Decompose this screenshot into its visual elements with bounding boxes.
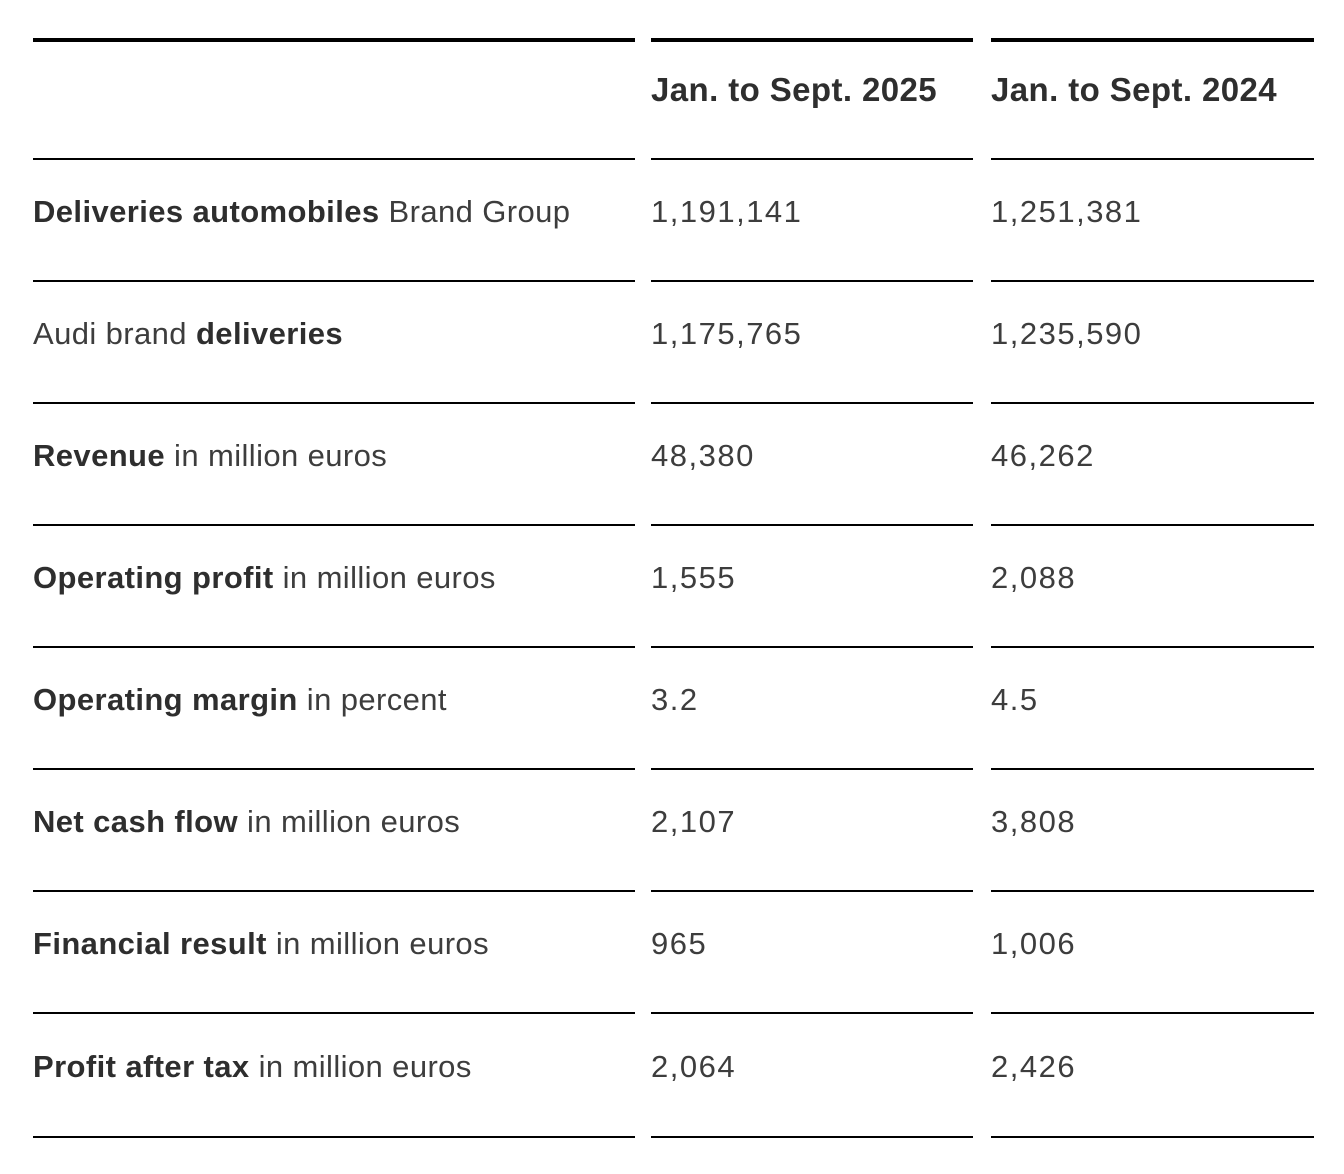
row-operating-profit (33, 524, 1314, 646)
value-2025: 1,175,765 (651, 280, 973, 402)
value-2025: 3.2 (651, 646, 973, 768)
metric-label-bold: deliveries (195, 316, 344, 351)
metric-label (33, 402, 635, 524)
header-label-2025: Jan. to Sept. 2025 (651, 38, 973, 158)
value-2024: 2,088 (991, 524, 1314, 646)
metric-label-bold: Operating margin (33, 682, 298, 717)
metric-label (33, 280, 635, 402)
row-audi-brand-deliveries (33, 280, 1314, 402)
metric-label-rest: in percent (297, 682, 447, 717)
metric-label-bold: Financial result (33, 926, 267, 961)
metric-label (33, 890, 635, 1012)
metric-label-rest: in million euros (273, 560, 496, 595)
table-header-row (33, 38, 1314, 158)
value-2024: 4.5 (991, 646, 1314, 768)
value-2024: 1,006 (991, 890, 1314, 1012)
metric-label-bold: Deliveries automobiles (33, 194, 380, 229)
value-2025: 965 (651, 890, 973, 1012)
metric-label-rest: Brand Group (379, 194, 571, 229)
value-2025: 2,107 (651, 768, 973, 890)
metric-label-rest: in million euros (266, 926, 489, 961)
metric-label (33, 524, 635, 646)
header-label-2024: Jan. to Sept. 2024 (991, 38, 1314, 158)
metric-label (33, 1012, 635, 1138)
row-net-cash-flow (33, 768, 1314, 890)
metric-label-rest: in million euros (249, 1049, 472, 1084)
metric-label (33, 646, 635, 768)
metric-label-bold: Net cash flow (33, 804, 239, 839)
metric-label-pre: Audi brand (33, 316, 196, 351)
header-empty-cell (33, 38, 635, 158)
metric-label-bold: Profit after tax (33, 1049, 250, 1084)
value-2024: 1,235,590 (991, 280, 1314, 402)
row-deliveries-automobiles (33, 158, 1314, 280)
value-2024: 1,251,381 (991, 158, 1314, 280)
metric-label-bold: Revenue (33, 438, 166, 473)
financial-summary-table (33, 38, 1314, 1138)
value-2024: 46,262 (991, 402, 1314, 524)
value-2025: 1,191,141 (651, 158, 973, 280)
metric-label-rest: in million euros (165, 438, 388, 473)
value-2025: 48,380 (651, 402, 973, 524)
metric-label-rest: in million euros (238, 804, 461, 839)
value-2024: 3,808 (991, 768, 1314, 890)
row-profit-after-tax (33, 1012, 1314, 1138)
row-revenue (33, 402, 1314, 524)
metric-label (33, 768, 635, 890)
value-2024: 2,426 (991, 1012, 1314, 1138)
metric-label (33, 158, 635, 280)
row-operating-margin (33, 646, 1314, 768)
metric-label-bold: Operating profit (33, 560, 274, 595)
value-2025: 1,555 (651, 524, 973, 646)
row-financial-result (33, 890, 1314, 1012)
value-2025: 2,064 (651, 1012, 973, 1138)
